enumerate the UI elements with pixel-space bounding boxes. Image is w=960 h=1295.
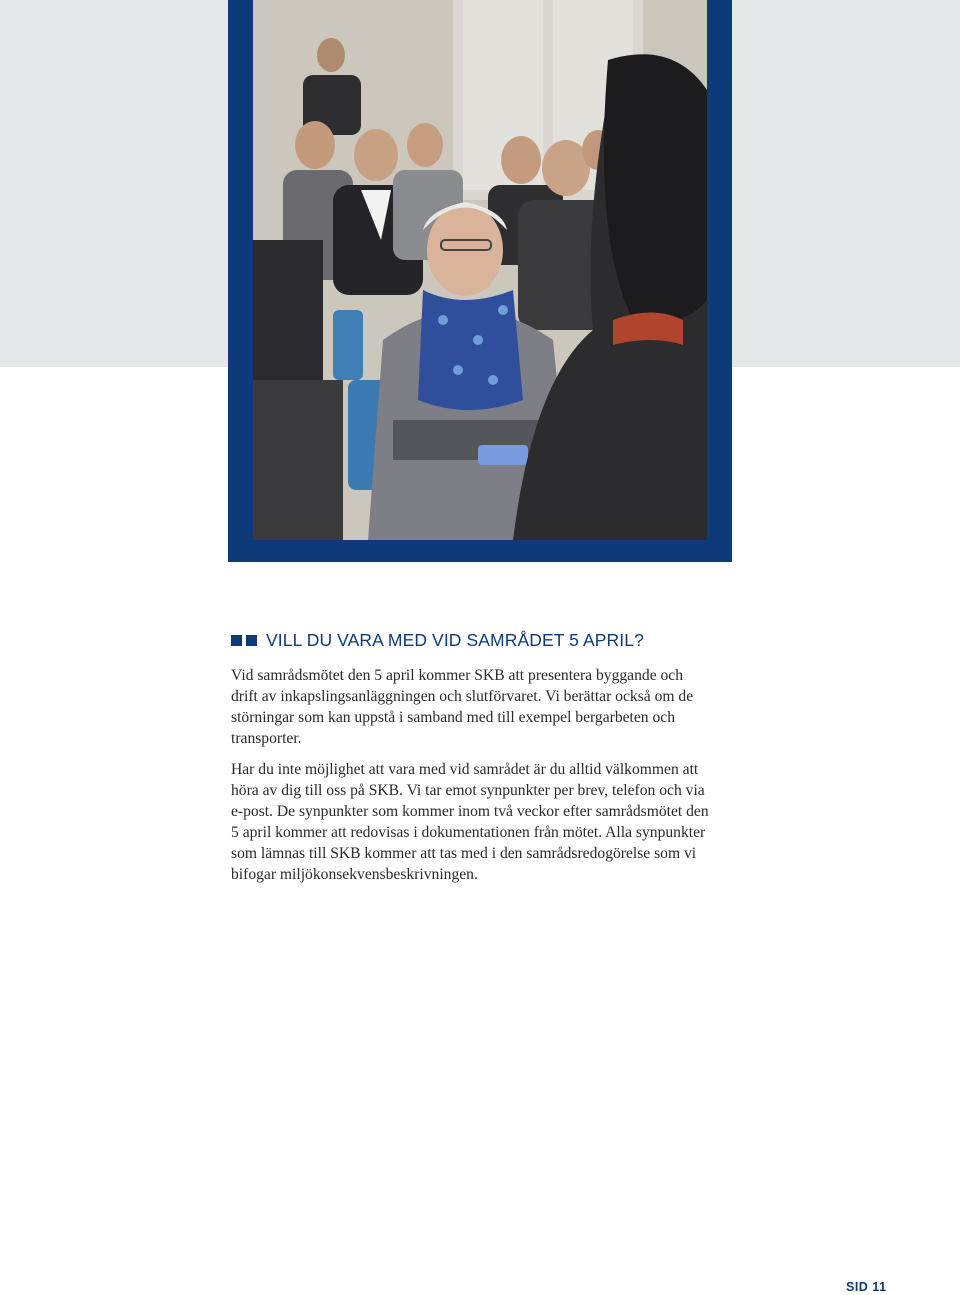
text-line: bifogar miljökonsekvensbeskrivningen. xyxy=(231,866,478,883)
square-bullet-icon xyxy=(231,635,242,646)
text-line: 5 april kommer att redovisas i dokumentationen från mötet. Alla synpunkter xyxy=(231,824,706,841)
text-line: drift av inkapslingsanläggningen och slutförvaret. Vi berättar också om de xyxy=(231,688,694,705)
text-line: e-post. De synpunkter som kommer inom två veckor efter samrådsmötet den xyxy=(231,803,709,820)
text-line: höra av dig till oss på SKB. Vi tar emot synpunkter per brev, telefon och via xyxy=(231,782,705,799)
section-heading-text: VILL DU VARA MED VID SAMRÅDET 5 APRIL? xyxy=(266,630,644,650)
body-text xyxy=(231,665,741,895)
page-number: SID 11 xyxy=(846,1280,887,1294)
paragraph-1 xyxy=(231,665,741,749)
text-line: Har du inte möjlighet att vara med vid samrådet är du alltid välkommen att xyxy=(231,761,699,778)
text-line: transporter. xyxy=(231,730,302,747)
paragraph-2 xyxy=(231,759,741,885)
text-line: Vid samrådsmötet den 5 april kommer SKB att presentera byggande och xyxy=(231,667,684,684)
section-heading xyxy=(231,630,751,651)
text-line: störningar som kan uppstå i samband med till exempel bergarbeten och xyxy=(231,709,676,726)
photo-frame xyxy=(228,0,732,562)
meeting-photo xyxy=(253,0,707,540)
square-bullet-icon xyxy=(246,635,257,646)
text-line: som lämnas till SKB kommer att tas med i den samrådsredogörelse som vi xyxy=(231,845,697,862)
